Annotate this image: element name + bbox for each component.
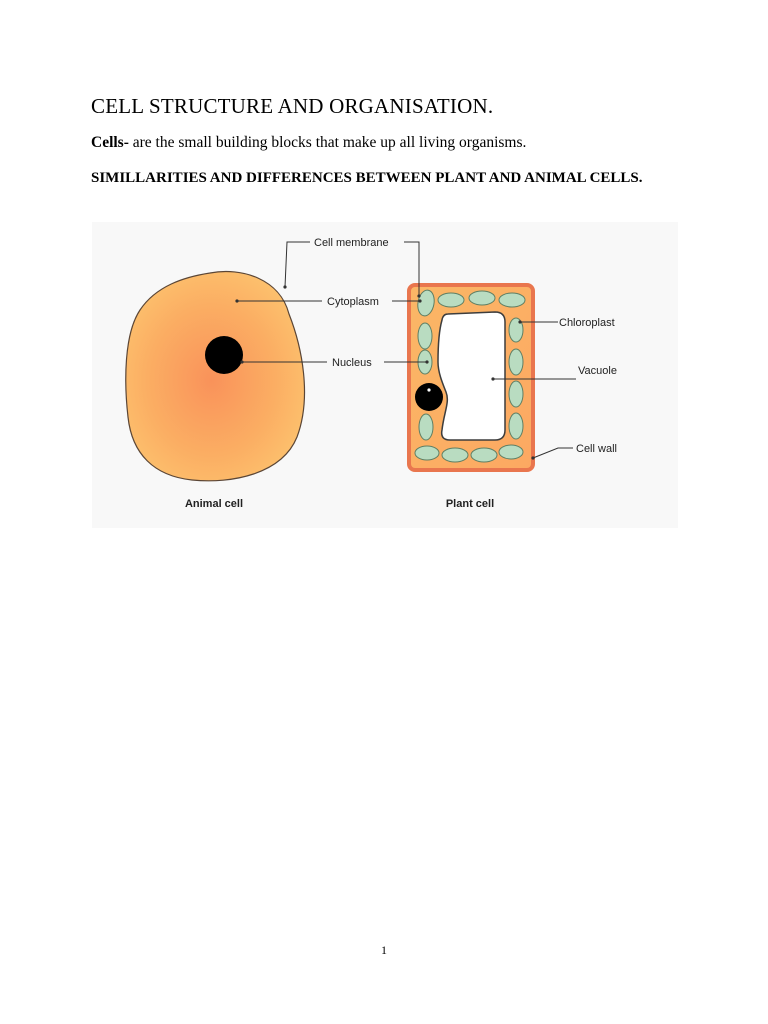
page-number: 1 [381, 943, 387, 957]
cell-diagram-svg [92, 222, 678, 528]
cell-diagram-figure [92, 222, 678, 528]
label-cell-membrane: Cell membrane [314, 237, 389, 249]
caption-animal-cell: Animal cell [184, 498, 244, 510]
page-title: CELL STRUCTURE AND ORGANISATION. [91, 94, 494, 118]
intro-text: are the small building blocks that make up all living organisms. [128, 134, 527, 151]
plant-nucleus [415, 383, 443, 411]
label-cytoplasm: Cytoplasm [327, 296, 379, 308]
plant-vacuole [438, 312, 505, 440]
animal-cell-body [126, 272, 305, 481]
intro-paragraph [91, 134, 526, 152]
label-cell-wall: Cell wall [576, 443, 617, 455]
leader-cell-membrane [285, 242, 310, 287]
section-heading: SIMILLARITIES AND DIFFERENCES BETWEEN PLANT AND ANIMAL CELLS. [91, 170, 643, 186]
intro-term: Cells- [91, 134, 129, 151]
animal-nucleus [205, 336, 243, 374]
caption-plant-cell: Plant cell [445, 498, 495, 510]
leader-cell-wall [533, 448, 573, 458]
label-chloroplast: Chloroplast [559, 317, 615, 329]
label-nucleus: Nucleus [332, 357, 372, 369]
label-vacuole: Vacuole [578, 365, 617, 377]
